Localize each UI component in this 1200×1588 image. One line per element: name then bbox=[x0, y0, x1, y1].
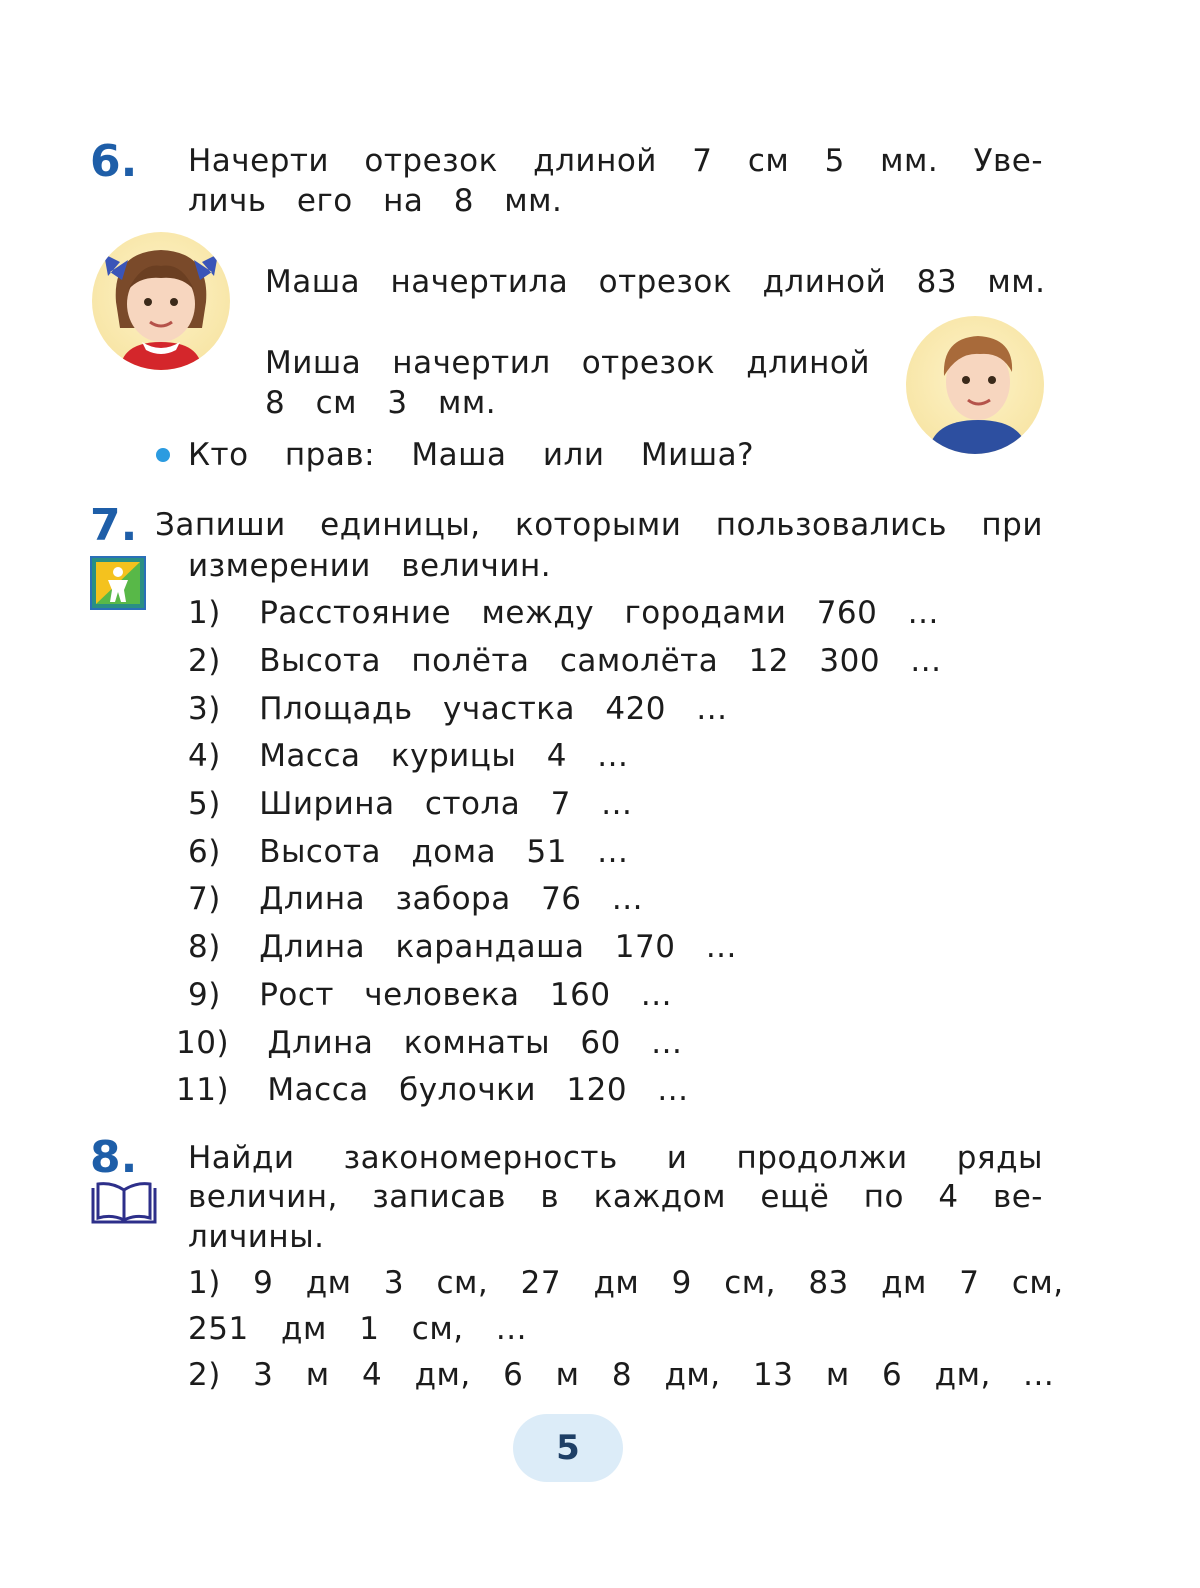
item-text: Длина забора 76 ... bbox=[259, 881, 643, 917]
question-bullet-icon bbox=[156, 448, 170, 462]
task-number-8: 8. bbox=[90, 1132, 138, 1183]
item-number: 10) bbox=[176, 1025, 230, 1061]
task8-text-line3: личины. bbox=[188, 1219, 325, 1255]
item-text: Длина карандаша 170 ... bbox=[259, 929, 737, 965]
item-text: Масса булочки 120 ... bbox=[267, 1072, 689, 1108]
list-item bbox=[188, 691, 728, 727]
task6-text-line1: Начерти отрезок длиной 7 см 5 мм. Уве- bbox=[188, 143, 1043, 179]
page-number: 5 bbox=[556, 1428, 580, 1468]
item-number: 7) bbox=[188, 881, 221, 917]
masha-statement: Маша начертила отрезок длиной 83 мм. bbox=[265, 264, 1046, 300]
list-item bbox=[188, 786, 633, 822]
item-text: Площадь участка 420 ... bbox=[259, 691, 728, 727]
task-number-7: 7. bbox=[90, 500, 138, 551]
item-text: Расстояние между городами 760 ... bbox=[259, 595, 939, 631]
task-number-6: 6. bbox=[90, 136, 138, 187]
pair-work-icon bbox=[90, 556, 146, 610]
list-item bbox=[188, 977, 672, 1013]
item-number: 4) bbox=[188, 738, 221, 774]
list-item bbox=[188, 881, 643, 917]
list-item bbox=[188, 595, 939, 631]
task6-text-line2: личь его на 8 мм. bbox=[188, 183, 563, 219]
task7-text-line2: измерении величин. bbox=[188, 548, 552, 584]
item-text: Рост человека 160 ... bbox=[259, 977, 672, 1013]
task6-question: Кто прав: Маша или Миша? bbox=[188, 437, 755, 473]
task7-text-line1: Запиши единицы, которыми пользовались при bbox=[155, 507, 1043, 543]
misha-statement-line1: Миша начертил отрезок длиной bbox=[265, 345, 870, 381]
boy-avatar-icon bbox=[906, 316, 1044, 454]
item-number: 11) bbox=[176, 1072, 230, 1108]
task8-text-line1: Найди закономерность и продолжи ряды bbox=[188, 1140, 1043, 1176]
task8-series1-line1: 1) 9 дм 3 см, 27 дм 9 см, 83 дм 7 см, bbox=[188, 1265, 1064, 1301]
list-item bbox=[176, 1025, 683, 1061]
item-number: 6) bbox=[188, 834, 221, 870]
item-number: 2) bbox=[188, 643, 221, 679]
open-book-icon bbox=[90, 1180, 158, 1226]
item-number: 9) bbox=[188, 977, 221, 1013]
item-text: Высота дома 51 ... bbox=[259, 834, 629, 870]
list-item bbox=[188, 929, 737, 965]
misha-statement-line2: 8 см 3 мм. bbox=[265, 385, 497, 421]
list-item bbox=[176, 1072, 689, 1108]
girl-avatar-icon bbox=[92, 232, 230, 370]
task8-series1-line2: 251 дм 1 см, ... bbox=[188, 1311, 527, 1347]
item-number: 5) bbox=[188, 786, 221, 822]
item-text: Ширина стола 7 ... bbox=[259, 786, 633, 822]
list-item bbox=[188, 834, 629, 870]
task8-text-line2: величин, записав в каждом ещё по 4 ве- bbox=[188, 1179, 1043, 1215]
item-text: Масса курицы 4 ... bbox=[259, 738, 629, 774]
item-number: 8) bbox=[188, 929, 221, 965]
item-number: 1) bbox=[188, 595, 221, 631]
page-number-badge bbox=[513, 1414, 623, 1482]
item-number: 3) bbox=[188, 691, 221, 727]
list-item bbox=[188, 643, 942, 679]
list-item bbox=[188, 738, 629, 774]
item-text: Длина комнаты 60 ... bbox=[267, 1025, 683, 1061]
item-text: Высота полёта самолёта 12 300 ... bbox=[259, 643, 942, 679]
task8-series2: 2) 3 м 4 дм, 6 м 8 дм, 13 м 6 дм, ... bbox=[188, 1357, 1055, 1393]
